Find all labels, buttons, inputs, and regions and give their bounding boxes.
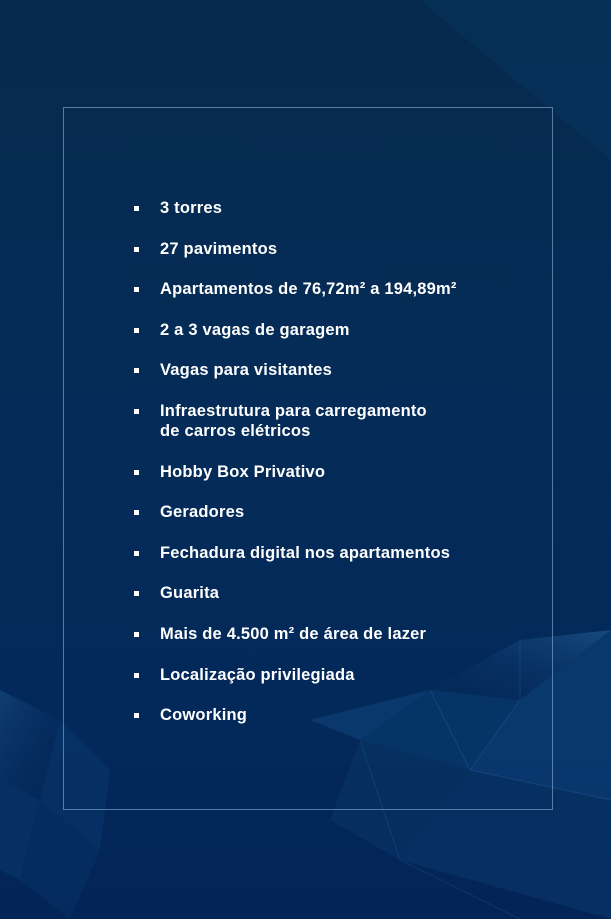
feature-text: Guarita bbox=[160, 584, 220, 603]
feature-text: 27 pavimentos bbox=[160, 239, 278, 258]
list-item bbox=[134, 543, 534, 563]
feature-text: 2 a 3 vagas de garagem bbox=[160, 320, 350, 339]
bullet-icon bbox=[134, 673, 139, 678]
feature-text: Hobby Box Privativo bbox=[160, 462, 326, 481]
list-item bbox=[134, 239, 534, 259]
list-item bbox=[134, 502, 534, 522]
feature-text-line-1: Infraestrutura para carregamento bbox=[160, 401, 427, 420]
feature-text: Geradores bbox=[160, 503, 245, 522]
feature-text: Localização privilegiada bbox=[160, 665, 355, 684]
list-item bbox=[134, 360, 534, 380]
feature-text: Apartamentos de 76,72m² a 194,89m² bbox=[160, 280, 457, 299]
bullet-icon bbox=[134, 551, 139, 556]
feature-text: Fechadura digital nos apartamentos bbox=[160, 543, 451, 562]
bullet-icon bbox=[134, 591, 139, 596]
list-item bbox=[134, 624, 534, 644]
bullet-icon bbox=[134, 409, 139, 414]
feature-text: Mais de 4.500 m² de área de lazer bbox=[160, 624, 427, 643]
list-item bbox=[134, 401, 534, 441]
bullet-icon bbox=[134, 713, 139, 718]
list-item bbox=[134, 320, 534, 340]
bullet-icon bbox=[134, 632, 139, 637]
bullet-icon bbox=[134, 287, 139, 292]
list-item bbox=[134, 705, 534, 725]
bullet-icon bbox=[134, 328, 139, 333]
bullet-icon bbox=[134, 206, 139, 211]
list-item bbox=[134, 583, 534, 603]
bullet-icon bbox=[134, 510, 139, 515]
list-item bbox=[134, 462, 534, 482]
list-item bbox=[134, 665, 534, 685]
bullet-icon bbox=[134, 247, 139, 252]
feature-text-line-2: de carros elétricos bbox=[160, 421, 311, 440]
bullet-icon bbox=[134, 368, 139, 373]
list-item bbox=[134, 279, 534, 299]
feature-text: Vagas para visitantes bbox=[160, 361, 333, 380]
bullet-icon bbox=[134, 470, 139, 475]
list-item bbox=[134, 198, 534, 218]
feature-text: 3 torres bbox=[160, 199, 223, 217]
features-list bbox=[134, 198, 534, 746]
feature-text: Coworking bbox=[160, 706, 248, 725]
features-panel bbox=[63, 107, 553, 810]
